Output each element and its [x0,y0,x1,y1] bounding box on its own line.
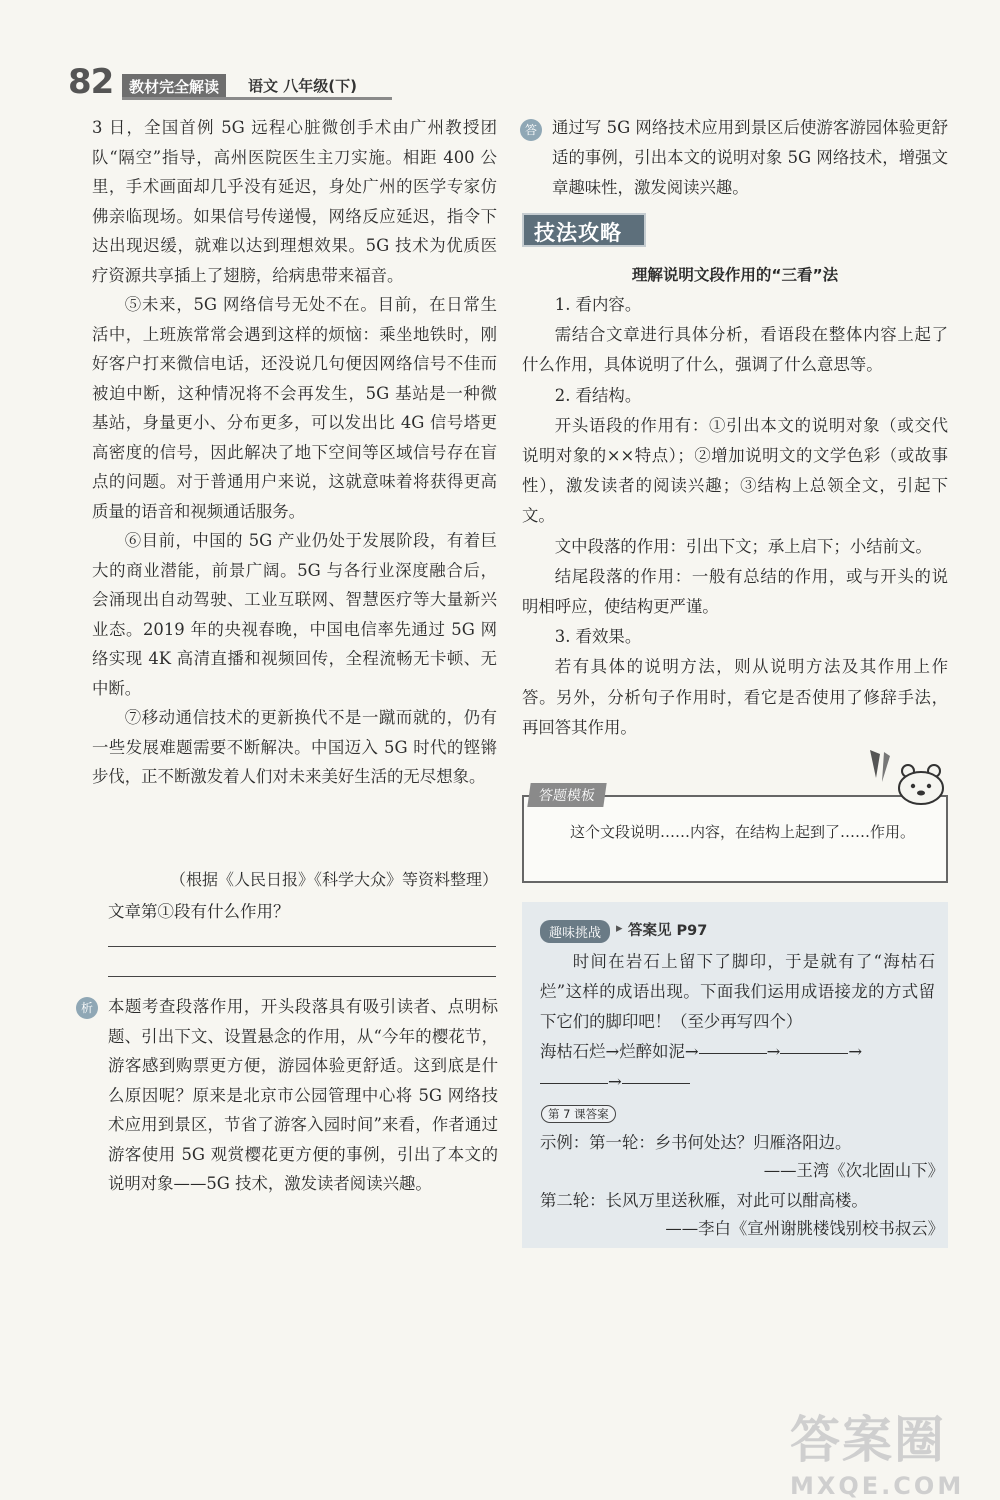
lesson-answer-tag: 第 7 课答案 [541,1105,616,1123]
step-1-text: 需结合文章进行具体分析，看语段在整体内容上起了什么作用，具体说明了什么，强调了什么意思等。 [522,325,948,375]
chain-arrow: → [766,1042,781,1061]
watermark-small: MXQE.COM [790,1472,965,1500]
example-round-2-cite: ——李白《宣州谢朓楼饯别校书叔云》 [665,1219,944,1238]
header-rule [122,97,392,100]
blank-2[interactable] [780,1052,848,1054]
triangle-arrow-icon: ▸ [616,921,623,936]
blank-1[interactable] [699,1052,767,1054]
answer-text: 通过写 5G 网络技术应用到景区后使游客游园体验更舒适的事例，引出本文的说明对象 5G 网络技术，增强文章趣味性，激发阅读兴趣。 [552,118,948,197]
step-3-text: 若有具体的说明方法，则从说明方法及其作用上作答。另外，分析句子作用时，看它是否使用了修辞手法，再回答其作用。 [522,657,948,737]
question: 文章第①段有什么作用？ [108,902,290,921]
challenge-prompt: 时间在岩石上留下了脚印，于是就有了“海枯石烂”这样的成语出现。下面我们运用成语接龙的方式留下它们的脚印吧！（至少再写四个） [540,952,935,1031]
template-text: 这个文段说明……内容，在结构上起到了……作用。 [570,823,916,841]
analysis-text: 本题考查段落作用，开头段落具有吸引读者、点明标题、引出下文、设置悬念的作用，从“今年的樱花节，游客感到购票更方便，游园体验更舒适。这到底是什么原因呢？原来是北京市公园管理中心将 5G 网络技术应用到景区，节省了游客入园时间”来看，作者通过游客使用 5G 观赏樱花更方便的事例，引出了本文的说明对象——5G 技术，激发读者阅读兴趣。 [108,997,498,1193]
subject-grade: 语文 八年级(下) [248,77,357,95]
template-tag: 答题模板 [527,783,606,807]
source-note: （根据《人民日报》《科学大众》等资料整理） [169,870,498,889]
challenge-text [540,947,935,1097]
chain-arrow: → [608,1072,622,1091]
challenge-tag: 趣味挑战 [540,920,610,943]
watermark-logo [790,1400,964,1500]
paragraph-6: ⑥目前，中国的 5G 产业仍处于发展阶段，有着巨大的商业潜能，前景广阔。5G 与各行业深度融合后，会涌现出自动驾驶、工业互联网、智慧医疗等大量新兴业态。2019 年的央视春晚，中国电信率先通过 5G 网络实现 4K 高清直播和视频回传，全程流畅无卡顿、无中断。 [92,531,497,698]
paragraph-continued: 3 日，全国首例 5G 远程心脏微创手术由广州教授团队“隔空”指导，高州医院医生主刀实施。相距 400 公里，手术画面却几乎没有延迟，身处广州的医学专家仿佛亲临现场。如果信号传递慢，网络反应延迟，指令下达出现迟缓，就难以达到理想效果。5G 技术为优质医疗资源共享插上了翅膀，给病患带来福音。 [92,118,497,285]
answer-reference: 答案见 P97 [628,923,708,939]
exclaim-icon [866,748,896,788]
watermark-big: 答案圈 [790,1411,946,1469]
idiom-chain-2 [540,1067,935,1097]
step-3-title: 3. 看效果。 [554,627,642,647]
blank-4[interactable] [622,1082,690,1084]
step-2-opening: 开头语段的作用有：①引出本文的说明对象（或交代说明对象的××特点）；②增加说明文的文学色彩（或故事性），激发读者的阅读兴趣；③结构上总领全文，引起下文。 [522,415,948,526]
chain-arrow: → [848,1042,863,1061]
example-round-1: 示例：第一轮：乡书何处达？归雁洛阳边。 [540,1133,852,1152]
section-title: 技法攻略 [534,221,622,245]
example-round-2: 第二轮：长风万里送秋雁，对此可以酣高楼。 [540,1191,868,1210]
paragraph-7: ⑦移动通信技术的更新换代不是一蹴而就的，仍有一些发展难题需要不断解决。中国迈入 5G 时代的铿锵步伐，正不断激发着人们对未来美好生活的无尽想象。 [92,708,497,786]
article-body [92,113,497,792]
chain-start: 海枯石烂→烂醉如泥→ [540,1042,699,1061]
step-2-ending: 结尾段落的作用：一般有总结的作用，或与开头的说明相呼应，使结构更严谨。 [522,566,948,617]
answer-icon: 答 [520,119,542,141]
blank-3[interactable] [540,1082,608,1084]
step-2-middle: 文中段落的作用：引出下文；承上启下；小结前文。 [554,536,932,556]
page-number: 82 [68,62,114,102]
step-2-title: 2. 看结构。 [554,385,642,405]
method-body [522,290,948,743]
answer-line-1 [108,946,496,947]
bear-mascot-icon [896,762,946,808]
step-1-title: 1. 看内容。 [554,295,642,314]
idiom-chain [540,1037,935,1067]
book-title-tag: 教材完全解读 [122,74,226,99]
analysis-icon: 析 [76,997,98,1019]
paragraph-5: ⑤未来，5G 网络信号无处不在。目前，在日常生活中，上班族常常会遇到这样的烦恼：乘坐地铁时，刚好客户打来微信电话，还没说几句便因网络信号不佳而被迫中断，这种情况将不会再发生，5G 基站是一种微基站，身量更小、分布更多，可以发出比 4G 信号塔更高密度的信号，因此解决了地下空间等区域信号存在盲点的问题。对于普通用户来说，这就意味着将获得更高质量的语音和视频通话服务。 [92,295,497,521]
method-heading: 理解说明文段作用的“三看”法 [631,266,839,284]
example-round-1-cite: ——王湾《次北固山下》 [763,1161,944,1180]
answer-line-2 [108,976,496,977]
